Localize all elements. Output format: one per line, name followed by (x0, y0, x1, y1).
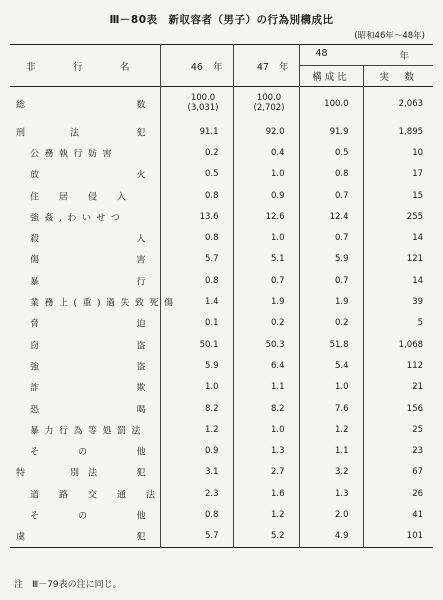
row-label-left: そ (30, 511, 40, 522)
row-name (10, 291, 179, 312)
row-label-mid: 法 (70, 128, 80, 139)
cell-48-ratio: 0.7 (299, 185, 363, 206)
cell-47: 0.9 (233, 185, 299, 206)
row-label-right: 害 (136, 255, 146, 266)
cell-46-count: (3,031) (187, 103, 219, 113)
table-row (10, 164, 433, 185)
row-label-left: 暴 (30, 277, 40, 288)
cell-48-ratio: 0.2 (299, 313, 363, 334)
row-name (10, 334, 160, 355)
cell-47: 1.0 (233, 227, 299, 248)
row-label-left: 刑 (16, 128, 26, 139)
row-label-right: 盗 (136, 341, 146, 352)
cell-48-ratio: 100.0 (299, 87, 363, 122)
table-row (10, 483, 433, 504)
row-label-left: 恐 (30, 405, 40, 415)
row-name (10, 227, 160, 248)
row-label-right: 他 (136, 447, 146, 458)
table-row (10, 398, 433, 419)
row-name (10, 206, 160, 227)
cell-47-value: 100.0 (256, 93, 282, 104)
cell-48-ratio: 51.8 (299, 334, 363, 355)
cell-46: 0.9 (160, 440, 233, 461)
cell-47: 1.0 (233, 164, 299, 185)
cell-48-ratio: 1.1 (299, 440, 363, 461)
cell-46: 5.9 (160, 355, 233, 376)
table-row (10, 249, 433, 270)
row-label-mid: の (78, 447, 88, 458)
cell-48-ratio: 12.4 (299, 206, 363, 227)
row-label-left: 虞 (16, 532, 26, 543)
cell-46: 0.8 (160, 504, 233, 525)
table-row (10, 227, 433, 248)
table-row (10, 142, 433, 163)
row-name (10, 440, 160, 461)
row-label-right: 盗 (136, 362, 146, 373)
table-row (10, 419, 433, 440)
row-label: 業務上(重)過失致死傷 (30, 298, 179, 309)
table-row (10, 355, 433, 376)
row-name (10, 164, 160, 185)
cell-46: 5.7 (160, 249, 233, 270)
cell-48-ratio: 91.9 (299, 121, 363, 142)
cell-47: 6.4 (233, 355, 299, 376)
row-name (10, 355, 160, 376)
cell-48-count: 5 (363, 313, 433, 334)
cell-47: 1.1 (233, 377, 299, 398)
row-label-left: 窃 (30, 341, 40, 352)
cell-48-count: 1,895 (363, 121, 433, 142)
row-name (10, 419, 160, 440)
row-label-right: 火 (136, 170, 146, 181)
cell-48-ratio: 5.9 (299, 249, 363, 270)
cell-47: 0.2 (233, 313, 299, 334)
row-label: 公務執行妨害 (30, 149, 118, 160)
cell-48-count: 67 (363, 462, 433, 483)
row-label-left: そ (30, 447, 40, 458)
row-name (10, 142, 160, 163)
row-label-left: 殺 (30, 234, 40, 245)
cell-48-ratio: 1.9 (299, 291, 363, 312)
cell-48-ratio: 4.9 (299, 526, 363, 548)
table-row (10, 377, 433, 398)
cell-48-ratio: 0.7 (299, 227, 363, 248)
cell-47: 8.2 (233, 398, 299, 419)
cell-46: 5.7 (160, 526, 233, 548)
cell-47: 5.2 (233, 526, 299, 548)
cell-47: 1.3 (233, 440, 299, 461)
cell-48-ratio: 7.6 (299, 398, 363, 419)
cell-47: 5.1 (233, 249, 299, 270)
cell-48-ratio: 0.7 (299, 270, 363, 291)
table-row (10, 526, 433, 548)
cell-48-ratio: 2.0 (299, 504, 363, 525)
cell-46: 0.2 (160, 142, 233, 163)
column-header-48: 48 年 (299, 45, 433, 66)
cell-46: 0.1 (160, 313, 233, 334)
table-row (10, 504, 433, 525)
cell-46 (160, 87, 233, 122)
column-header-46: 46 年 (160, 45, 233, 87)
cell-47: 12.6 (233, 206, 299, 227)
cell-46: 2.3 (160, 483, 233, 504)
row-label: 住 居 侵 入 (30, 192, 132, 203)
cell-46: 1.0 (160, 377, 233, 398)
cell-48-count: 17 (363, 164, 433, 185)
row-name (10, 377, 160, 398)
cell-46: 0.8 (160, 270, 233, 291)
cell-48-count: 121 (363, 249, 433, 270)
cell-48-count: 1,068 (363, 334, 433, 355)
cell-48-count: 101 (363, 526, 433, 548)
cell-47: 0.4 (233, 142, 299, 163)
cell-46: 0.5 (160, 164, 233, 185)
row-label-left: 放 (30, 170, 40, 181)
cell-48-count: 112 (363, 355, 433, 376)
cell-46: 50.1 (160, 334, 233, 355)
row-label-left: 詐 (30, 383, 40, 394)
cell-48-ratio: 1.2 (299, 419, 363, 440)
table-subtitle: (昭和46年～48年) (354, 31, 425, 41)
cell-47: 92.0 (233, 121, 299, 142)
table-row (10, 440, 433, 461)
table-title: Ⅲ－80表 新収容者（男子）の行為別構成比 (109, 14, 334, 26)
row-name (10, 398, 160, 419)
row-label-left: 特 (16, 468, 26, 479)
cell-47: 1.6 (233, 483, 299, 504)
row-label-right: 犯 (136, 532, 146, 543)
cell-48-ratio: 0.8 (299, 164, 363, 185)
row-label-right: 欺 (136, 383, 146, 394)
row-label-right: 犯 (136, 128, 146, 139)
cell-46-value: 100.0 (190, 93, 216, 104)
table-row (10, 291, 433, 312)
cell-48-count: 14 (363, 227, 433, 248)
row-label: 道 路 交 通 法 (30, 490, 161, 501)
table-row (10, 206, 433, 227)
row-label-right: 迫 (136, 319, 146, 330)
cell-48-count: 41 (363, 504, 433, 525)
row-label-right: 喝 (136, 405, 146, 415)
cell-48-ratio: 5.4 (299, 355, 363, 376)
table-row (10, 313, 433, 334)
row-name (10, 462, 160, 483)
statistics-table (10, 44, 433, 548)
row-name (10, 185, 160, 206)
cell-48-count: 26 (363, 483, 433, 504)
cell-46: 8.2 (160, 398, 233, 419)
cell-48-count: 23 (363, 440, 433, 461)
row-label-mid: 別 法 (70, 468, 98, 479)
cell-48-ratio: 1.3 (299, 483, 363, 504)
cell-47: 1.2 (233, 504, 299, 525)
row-name (10, 270, 160, 291)
cell-47: 0.7 (233, 270, 299, 291)
cell-48-count: 2,063 (363, 87, 433, 122)
column-header-count: 実 数 (363, 66, 433, 87)
row-label-right: 人 (136, 234, 146, 245)
cell-47-count: (2,702) (253, 103, 285, 113)
cell-46: 0.8 (160, 227, 233, 248)
cell-48-count: 10 (363, 142, 433, 163)
table-row (10, 462, 433, 483)
row-label-left: 傷 (30, 255, 40, 266)
row-label-left: 強 (30, 362, 40, 373)
cell-48-count: 15 (363, 185, 433, 206)
cell-46: 13.6 (160, 206, 233, 227)
row-label: 強姦,わいせつ (30, 213, 126, 224)
row-name (10, 483, 160, 504)
row-name (10, 504, 160, 525)
row-name (10, 87, 160, 122)
cell-48-count: 14 (363, 270, 433, 291)
row-label-right: 数 (136, 100, 146, 111)
row-label-mid: の (78, 511, 88, 522)
cell-48-ratio: 3.2 (299, 462, 363, 483)
column-header-ratio: 構成比 (299, 66, 363, 87)
row-label-right: 犯 (136, 468, 146, 479)
cell-46: 1.4 (160, 291, 233, 312)
cell-48-count: 255 (363, 206, 433, 227)
table-note: 注 Ⅲ－79表の注に同じ。 (14, 580, 122, 590)
row-name (10, 526, 160, 548)
cell-47: 2.7 (233, 462, 299, 483)
table-row (10, 270, 433, 291)
row-label-right: 行 (136, 277, 146, 288)
cell-48-count: 21 (363, 377, 433, 398)
cell-48-count: 39 (363, 291, 433, 312)
cell-48-ratio: 0.5 (299, 142, 363, 163)
row-label-left: 総 (16, 100, 26, 111)
row-label-left: 脅 (30, 319, 40, 330)
cell-47: 50.3 (233, 334, 299, 355)
table-row (10, 334, 433, 355)
column-header-name: 非 行 名 (25, 61, 144, 73)
cell-48-count: 25 (363, 419, 433, 440)
cell-48-count: 156 (363, 398, 433, 419)
row-label-right: 他 (136, 511, 146, 522)
row-label: 暴力行為等処罰法 (30, 426, 147, 437)
cell-46: 1.2 (160, 419, 233, 440)
cell-47: 1.0 (233, 419, 299, 440)
column-header-47: 47 年 (233, 45, 299, 87)
row-name (10, 121, 160, 142)
cell-47: 1.9 (233, 291, 299, 312)
table-row (10, 185, 433, 206)
cell-46: 91.1 (160, 121, 233, 142)
cell-46: 0.8 (160, 185, 233, 206)
table-row (10, 87, 433, 122)
cell-48-ratio: 1.0 (299, 377, 363, 398)
table-row (10, 121, 433, 142)
row-name (10, 249, 160, 270)
cell-47 (233, 87, 299, 122)
cell-46: 3.1 (160, 462, 233, 483)
row-name (10, 313, 160, 334)
